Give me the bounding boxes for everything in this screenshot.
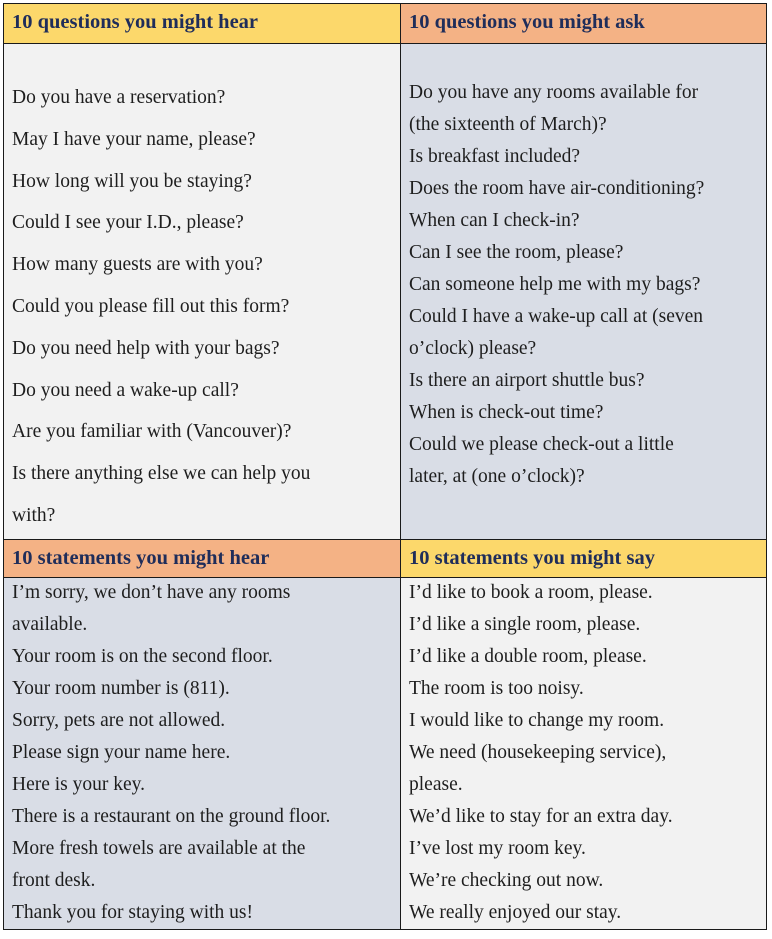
list-item: I’m sorry, we don’t have any rooms <box>12 582 291 603</box>
list-item: Here is your key. <box>12 774 146 795</box>
list-item: Do you have any rooms available for <box>409 82 699 103</box>
header-statements-you-might-say: 10 statements you might say <box>400 539 767 577</box>
list-item: Do you need a wake-up call? <box>12 379 239 401</box>
list-item: I’ve lost my room key. <box>409 838 586 859</box>
list-item: We’d like to stay for an extra day. <box>409 806 673 827</box>
list-item: We’re checking out now. <box>409 870 604 891</box>
list-item: o’clock) please? <box>409 338 537 359</box>
header-questions-you-might-ask: 10 questions you might ask <box>400 3 767 43</box>
list-item: Please sign your name here. <box>12 742 231 763</box>
list-item: We really enjoyed our stay. <box>409 902 622 923</box>
list-item: Is there anything else we can help you <box>12 463 311 485</box>
list-item: Can I see the room, please? <box>409 242 624 263</box>
list-item: How many guests are with you? <box>12 254 263 276</box>
list-item: Could you please fill out this form? <box>12 295 290 317</box>
list-item: I’d like to book a room, please. <box>409 582 653 603</box>
list-item: Do you have a reservation? <box>12 87 226 108</box>
list-item: May I have your name, please? <box>12 128 256 150</box>
list-item: Could I have a wake-up call at (seven <box>409 306 704 327</box>
list-item: Your room number is (811). <box>12 678 230 699</box>
list-item: with? <box>12 504 56 526</box>
list-item: Is there an airport shuttle bus? <box>409 370 645 391</box>
statements-you-might-hear-list <box>3 577 400 930</box>
list-item: Do you need help with your bags? <box>12 337 280 359</box>
list-item: Thank you for staying with us! <box>12 902 254 923</box>
list-item: I’d like a double room, please. <box>409 646 647 667</box>
list-item: We need (housekeeping service), <box>409 742 667 763</box>
statements-you-might-say-list <box>400 577 767 930</box>
phrase-table <box>3 3 767 930</box>
questions-you-might-hear-list <box>3 43 400 539</box>
list-item: More fresh towels are available at the <box>12 838 306 859</box>
questions-you-might-ask-list <box>400 43 767 539</box>
list-item: The room is too noisy. <box>409 678 584 699</box>
list-item: When is check-out time? <box>409 402 604 423</box>
list-item: I would like to change my room. <box>409 710 665 731</box>
list-item: Does the room have air-conditioning? <box>409 178 705 199</box>
list-item: Is breakfast included? <box>409 146 581 167</box>
list-item: Can someone help me with my bags? <box>409 274 701 295</box>
header-questions-you-might-hear: 10 questions you might hear <box>3 3 400 43</box>
list-item: Sorry, pets are not allowed. <box>12 710 226 731</box>
list-item: front desk. <box>12 870 96 891</box>
list-item: later, at (one o’clock)? <box>409 466 585 487</box>
list-item: available. <box>12 614 88 635</box>
list-item: How long will you be staying? <box>12 170 252 192</box>
list-item: please. <box>409 774 463 795</box>
list-item: Your room is on the second floor. <box>12 646 273 667</box>
list-item: I’d like a single room, please. <box>409 614 641 635</box>
list-item: Could I see your I.D., please? <box>12 212 244 234</box>
header-statements-you-might-hear: 10 statements you might hear <box>3 539 400 577</box>
list-item: When can I check-in? <box>409 210 580 231</box>
list-item: Are you familiar with (Vancouver)? <box>12 421 292 443</box>
list-item: Could we please check-out a little <box>409 434 674 455</box>
list-item: There is a restaurant on the ground floor. <box>12 806 331 827</box>
list-item: (the sixteenth of March)? <box>409 114 607 135</box>
